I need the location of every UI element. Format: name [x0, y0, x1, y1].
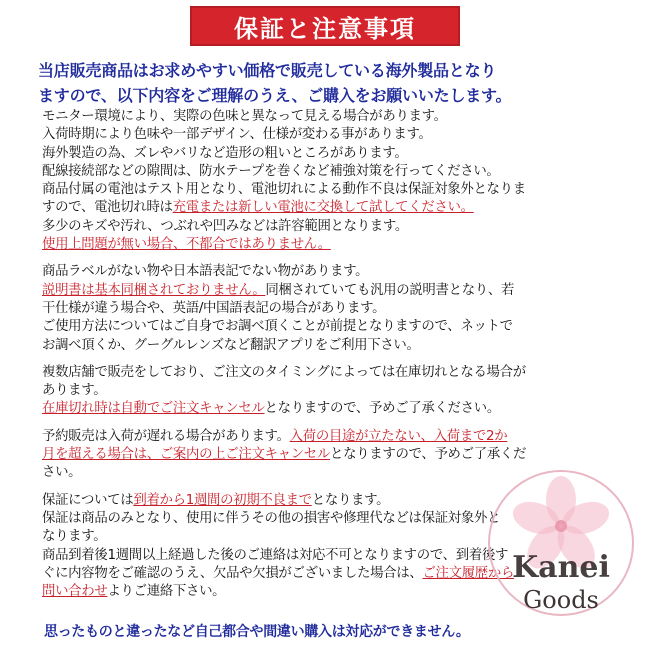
notice-line — [42, 108, 612, 126]
intro-line: 当店販売商品はお求めやすい価格で販売している海外製品となり — [38, 61, 497, 80]
notice-line — [42, 263, 612, 281]
intro-notice — [38, 58, 618, 108]
notice-line — [42, 337, 612, 355]
notice-text: 干仕様が違う場合や、英語/中国語表記の場合があります。 — [42, 300, 386, 316]
highlight-text: 使用上問題が無い場合、不都合ではありません。 — [42, 237, 331, 253]
highlight-text: 月を超える場合は、ご案内の上ご注文キャンセル — [42, 447, 330, 463]
notice-text: となりますので、予めご了承くだ — [330, 447, 527, 463]
closing-notice: 思ったものと違ったなど自己都合や間違い購入は対応ができません。 — [44, 624, 470, 640]
notice-line — [42, 318, 612, 336]
notice-paragraph — [42, 263, 612, 354]
notice-text: さい。 — [42, 465, 82, 481]
notice-line — [42, 126, 612, 144]
paragraph-gap — [42, 254, 612, 263]
notice-text: あります。 — [42, 383, 107, 399]
notice-line — [42, 218, 612, 236]
notice-line — [42, 163, 612, 181]
notice-text: となります。 — [311, 492, 390, 508]
highlight-text: 入荷の目途が立たない、入荷まで2か — [289, 428, 508, 444]
notice-line — [42, 400, 612, 418]
notice-text: すので、電池切れ時は — [42, 200, 173, 216]
notice-line — [42, 446, 612, 464]
notice-text: 同梱されていても汎用の説明書となり、若 — [265, 282, 515, 298]
notice-line — [42, 300, 612, 318]
notice-text: 配線接続部などの隙間は、防水テープを巻くなど補強対策を行ってください。 — [42, 163, 500, 179]
notice-text: 複数店舗で販売をしており、ご注文のタイミングによっては在庫切れとなる場合が — [42, 364, 526, 380]
highlight-text: ご注文履歴から — [422, 565, 515, 581]
notice-text: ご使用方法についてはご自身でお調べ頂くことが前提となりますので、ネットで — [42, 319, 513, 335]
notice-line — [42, 382, 612, 400]
notice-paragraph — [42, 108, 612, 254]
notice-line — [42, 428, 612, 446]
notice-line — [42, 236, 612, 254]
notice-text: 保証については — [42, 492, 134, 508]
highlight-text: 問い合わせ — [42, 584, 108, 600]
notice-text: 商品ラベルがない物や日本語表記でない物があります。 — [42, 264, 369, 280]
notice-text: となりますので、予めご了承ください。 — [264, 401, 500, 417]
notice-line — [42, 145, 612, 163]
highlight-text: 説明書は基本同梱されておりません。 — [42, 282, 266, 298]
notice-line — [42, 199, 612, 217]
notice-text: 多少のキズや汚れ、つぶれや凹みなどは許容範囲となります。 — [42, 218, 408, 234]
paragraph-gap — [42, 419, 612, 428]
highlight-text: 在庫切れ時は自動でご注文キャンセル — [42, 401, 265, 417]
notice-text: よりご連絡下さい。 — [107, 584, 226, 600]
notice-text: 商品付属の電池はテスト用となり、電池切れによる動作不良は保証対象外となりま — [42, 182, 526, 198]
notice-text: 予約販売は入荷が遅れる場合があります。 — [42, 428, 290, 444]
page-title: 保証と注意事項 — [190, 6, 460, 46]
seal-brand-line1: Kanei — [512, 550, 610, 585]
notice-text: ぐに内容物をご確認のうえ、欠品や欠損がございました場合は、 — [42, 565, 423, 581]
notice-line — [42, 364, 612, 382]
notice-text: 入荷時期により色味や一部デザイン、仕様が変わる事があります。 — [42, 127, 432, 143]
intro-line: ますので、以下内容をご理解のうえ、ご購入をお願いいたします。 — [38, 86, 512, 105]
notice-text: モニター環境により、実際の色味と異なって見える場合があります。 — [42, 109, 447, 124]
notice-text: 商品到着後1週間以上経過した後のご連絡は対応不可となりますので、到着後す — [42, 547, 509, 563]
notice-paragraph — [42, 364, 612, 419]
notice-text: 保証は商品のみとなり、使用に伴うその他の損害や修理代などは保証対象外と — [42, 510, 501, 526]
highlight-text: 到着から1週間の初期不良まで — [133, 492, 312, 508]
paragraph-gap — [42, 355, 612, 364]
notice-line — [42, 282, 612, 300]
highlight-text: 充電または新しい電池に交換して試してください。 — [172, 200, 474, 216]
notice-text: 海外製造の為、ズレやバリなど造形の粗いところがあります。 — [42, 145, 408, 161]
notice-text: なります。 — [42, 529, 107, 545]
notice-line — [42, 181, 612, 199]
seal-brand-line2: Goods — [523, 586, 599, 614]
shop-seal-logo — [486, 468, 636, 618]
notice-text: お調べ頂くか、グーグルレンズなど翻訳アプリをご利用下さい。 — [42, 337, 420, 353]
